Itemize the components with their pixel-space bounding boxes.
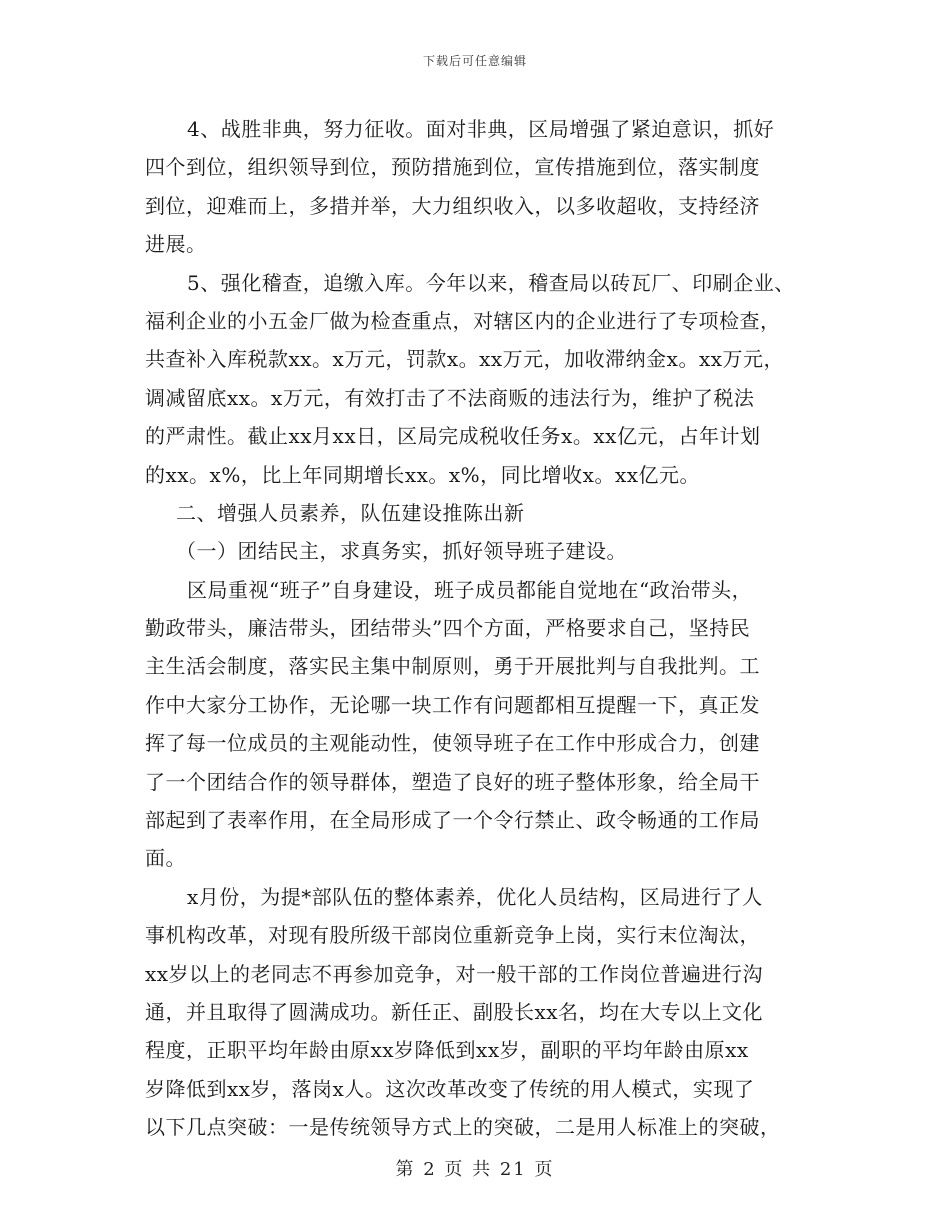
text-line: 通，并且取得了圆满成功。新任正、副股长xx名，均在大专以上文化 [145,999,764,1024]
text-line: 以下几点突破：一是传统领导方式上的突破，二是用人标准上的突破， [145,1115,781,1140]
body-text [145,110,810,1147]
text-line: 主生活会制度，落实民主集中制原则，勇于开展批判与自我批判。工 [145,654,760,679]
text-line: （一）团结民主，求真务实，抓好领导班子建设。 [176,539,627,564]
page-header: 下载后可任意编辑 [422,54,527,68]
text-line: 共查补入库税款xx。x万元，罚款x。xx万元，加收滞纳金x。xx万元， [145,347,785,372]
text-line: 作中大家分工协作，无论哪一块工作有问题都相互提醒一下，真正发 [145,692,760,717]
text-line: 事机构改革，对现有股所级干部岗位重新竞争上岗，实行末位淘汰， [145,923,760,948]
text-line: 的xx。x%，比上年同期增长xx。x%，同比增收x。xx亿元。 [145,462,701,487]
text-line: 挥了每一位成员的主观能动性，使领导班子在工作中形成合力，创建 [145,731,760,756]
text-line: 福利企业的小五金厂做为检查重点，对辖区内的企业进行了专项检查， [145,308,781,333]
text-line: 四个到位，组织领导到位，预防措施到位，宣传措施到位，落实制度 [145,155,760,180]
text-line: 部起到了表率作用，在全局形成了一个令行禁止、政令畅通的工作局 [145,808,760,833]
text-line: 区局重视“班子”自身建设，班子成员都能自觉地在“政治带头， [187,577,753,602]
page-footer: 第 2 页 共 21 页 [395,1159,555,1180]
text-line: 岁降低到xx岁，落岗x人。这次改革改变了传统的用人模式，实现了 [145,1076,755,1101]
text-line: 到位，迎难而上，多措并举，大力组织收入，以多收超收，支持经济 [145,193,760,218]
text-line: 的严肃性。截止xx月xx日，区局完成税收任务x。xx亿元，占年计划 [145,424,761,449]
text-line: 面。 [145,846,186,871]
text-line: 调减留底xx。x万元，有效打击了不法商贩的违法行为，维护了税法 [145,385,755,410]
text-line: 程度，正职平均年龄由原xx岁降低到xx岁，副职的平均年龄由原xx [145,1038,749,1063]
text-line: 勤政带头，廉洁带头，团结带头”四个方面，严格要求自己，坚持民 [145,616,751,641]
text-line: x月份，为提*部队伍的整体素养，优化人员结构，区局进行了人 [187,884,763,909]
text-line: 二、增强人员素养，队伍建设推陈出新 [176,500,525,525]
text-line: 4、战胜非典，努力征收。面对非典，区局增强了紧迫意识，抓好 [187,117,775,141]
text-line: 了一个团结合作的领导群体，塑造了良好的班子整体形象，给全局干 [145,769,760,794]
text-line: 5、强化稽查，追缴入库。今年以来，稽查局以砖瓦厂、印刷企业、 [187,270,795,295]
text-line: xx岁以上的老同志不再参加竞争，对一般干部的工作岗位普遍进行沟 [145,961,764,986]
text-line: 进展。 [145,232,207,257]
